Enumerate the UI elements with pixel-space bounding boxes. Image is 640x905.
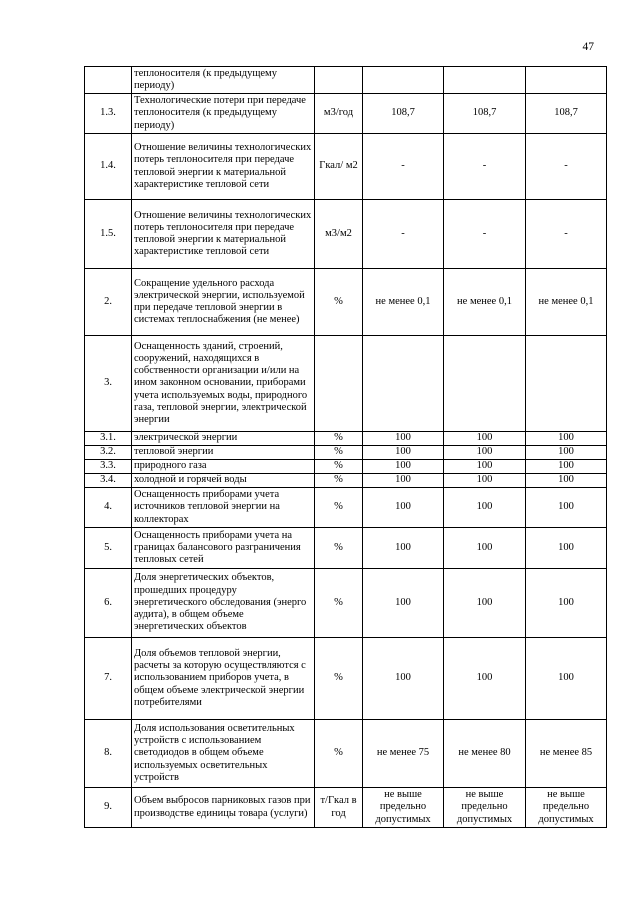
value-cell-1: 100 [363,432,444,446]
row-number: 4. [85,488,132,528]
indicator-name: теплоносителя (к предыдущему периоду) [132,67,315,94]
value-cell-3: - [526,134,607,200]
value-cell-3: 100 [526,638,607,720]
value-cell-2: - [444,200,526,269]
value-cell-1 [363,67,444,94]
value-cell-1: 100 [363,569,444,638]
indicator-name: природного газа [132,460,315,474]
indicator-name: Объем выбросов парниковых газов при производстве единицы товара (услуги) [132,788,315,828]
value-cell-2: 100 [444,432,526,446]
unit-cell: % [315,488,363,528]
indicator-name: Доля объемов тепловой энергии, расчеты за которую осуществляются с использованием приборов учета, в общем объеме электрической энергии потребителями [132,638,315,720]
page-number: 47 [582,41,594,53]
row-number: 7. [85,638,132,720]
indicator-name: Оснащенность приборами учета на границах балансового разграничения тепловых сетей [132,528,315,569]
value-cell-3: не выше предельно допустимых [526,788,607,828]
unit-cell: % [315,446,363,460]
value-cell-3: не менее 0,1 [526,269,607,336]
unit-cell: % [315,528,363,569]
unit-cell: % [315,638,363,720]
value-cell-1: не выше предельно допустимых [363,788,444,828]
indicator-name: Оснащенность приборами учета источников тепловой энергии на коллекторах [132,488,315,528]
table-row [85,134,607,200]
indicator-name: электрической энергии [132,432,315,446]
value-cell-3: 100 [526,569,607,638]
row-number: 1.5. [85,200,132,269]
value-cell-3 [526,67,607,94]
table-row [85,569,607,638]
row-number: 2. [85,269,132,336]
value-cell-2: 100 [444,488,526,528]
table-row [85,788,607,828]
unit-cell: м3/год [315,94,363,134]
unit-cell: % [315,460,363,474]
table-row [85,432,607,446]
indicator-name: Отношение величины технологических потерь теплоносителя при передаче тепловой энергии к материальной характеристике тепловой сети [132,200,315,269]
value-cell-3: - [526,200,607,269]
value-cell-2: не выше предельно допустимых [444,788,526,828]
value-cell-2: 100 [444,638,526,720]
value-cell-3: 108,7 [526,94,607,134]
indicator-name: Сокращение удельного расхода электрической энергии, используемой при передаче тепловой энергии в системах теплоснабжения (не менее) [132,269,315,336]
value-cell-1: 100 [363,446,444,460]
indicator-name: Технологические потери при передаче теплоносителя (к предыдущему периоду) [132,94,315,134]
indicator-name: Доля использования осветительных устройств с использованием светодиодов в общем объеме используемых осветительных устройств [132,720,315,788]
row-number: 3.4. [85,474,132,488]
unit-cell: Гкал/ м2 [315,134,363,200]
value-cell-1: - [363,200,444,269]
value-cell-1: 100 [363,638,444,720]
table-row [85,269,607,336]
table-body [85,67,607,828]
value-cell-2: 100 [444,474,526,488]
unit-cell: % [315,432,363,446]
value-cell-2: 100 [444,460,526,474]
value-cell-3: 100 [526,474,607,488]
table-row [85,488,607,528]
unit-cell: т/Гкал в год [315,788,363,828]
indicator-name: Доля энергетических объектов, прошедших процедуру энергетического обследования (энерго аудита), в общем объеме энергетических объектов [132,569,315,638]
table-row [85,638,607,720]
value-cell-3 [526,336,607,432]
unit-cell: % [315,569,363,638]
row-number: 3.2. [85,446,132,460]
indicator-name: Отношение величины технологических потерь теплоносителя при передаче тепловой энергии к материальной характеристике тепловой сети [132,134,315,200]
value-cell-3: 100 [526,488,607,528]
table-row [85,446,607,460]
value-cell-3: не менее 85 [526,720,607,788]
value-cell-1: - [363,134,444,200]
table-row [85,528,607,569]
table-row [85,720,607,788]
value-cell-1: 108,7 [363,94,444,134]
value-cell-2 [444,67,526,94]
row-number: 3.1. [85,432,132,446]
row-number: 9. [85,788,132,828]
row-number: 1.4. [85,134,132,200]
table-row [85,474,607,488]
table-row [85,94,607,134]
value-cell-1: не менее 75 [363,720,444,788]
indicators-table [84,66,607,828]
value-cell-2: не менее 80 [444,720,526,788]
value-cell-1: 100 [363,528,444,569]
row-number: 5. [85,528,132,569]
row-number [85,67,132,94]
table-row [85,200,607,269]
value-cell-1: 100 [363,488,444,528]
value-cell-1 [363,336,444,432]
value-cell-3: 100 [526,432,607,446]
row-number: 6. [85,569,132,638]
value-cell-2: не менее 0,1 [444,269,526,336]
row-number: 3.3. [85,460,132,474]
unit-cell: % [315,474,363,488]
value-cell-1: 100 [363,460,444,474]
row-number: 1.3. [85,94,132,134]
unit-cell [315,336,363,432]
value-cell-3: 100 [526,528,607,569]
value-cell-1: не менее 0,1 [363,269,444,336]
value-cell-2 [444,336,526,432]
indicator-name: холодной и горячей воды [132,474,315,488]
row-number: 3. [85,336,132,432]
indicator-name: тепловой энергии [132,446,315,460]
indicator-name: Оснащенность зданий, строений, сооружений, находящихся в собственности организации и/или на ином законном основании, приборами учета используемых воды, природного газа, тепловой энергии, электрической энергии [132,336,315,432]
value-cell-3: 100 [526,446,607,460]
value-cell-2: 108,7 [444,94,526,134]
value-cell-2: - [444,134,526,200]
row-number: 8. [85,720,132,788]
value-cell-2: 100 [444,446,526,460]
unit-cell [315,67,363,94]
value-cell-3: 100 [526,460,607,474]
table-row [85,67,607,94]
unit-cell: % [315,269,363,336]
value-cell-2: 100 [444,528,526,569]
value-cell-1: 100 [363,474,444,488]
table-row [85,460,607,474]
unit-cell: % [315,720,363,788]
table-row [85,336,607,432]
value-cell-2: 100 [444,569,526,638]
unit-cell: м3/м2 [315,200,363,269]
